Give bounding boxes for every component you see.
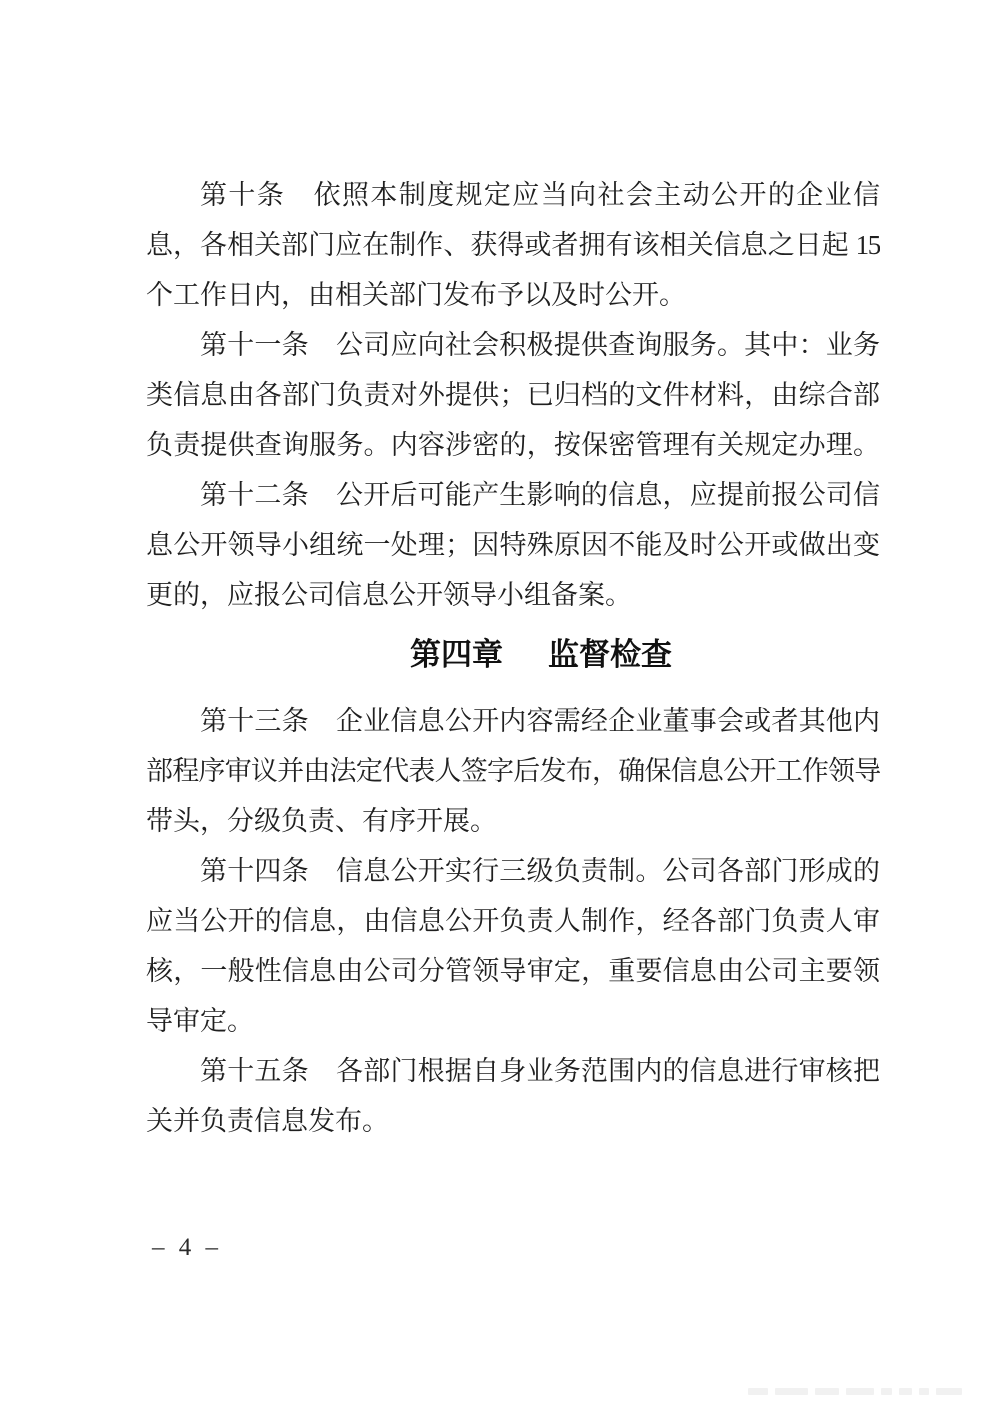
- article-11-line-2: 类信息由各部门负责对外提供；已归档的文件材料，由综合部: [146, 380, 880, 410]
- watermark-mark: [775, 1388, 808, 1395]
- chapter-number: 第四章: [410, 637, 503, 672]
- chapter-title: 监督检查: [548, 637, 672, 672]
- chapter-heading: [146, 628, 880, 682]
- watermark-mark: [936, 1388, 962, 1395]
- faint-watermark: [748, 1386, 962, 1396]
- article-10-line-2: 息，各相关部门应在制作、获得或者拥有该相关信息之日起 15: [146, 230, 880, 260]
- article-10-line-3: 个工作日内，由相关部门发布予以及时公开。: [146, 280, 686, 310]
- article-14-line-3: 核，一般性信息由公司分管领导审定，重要信息由公司主要领: [146, 956, 880, 986]
- article-12-line-1: 第十二条 公开后可能产生影响的信息，应提前报公司信: [200, 480, 880, 510]
- watermark-mark: [748, 1388, 768, 1395]
- article-14-line-4: 导审定。: [146, 1006, 254, 1036]
- article-15-line-1: 第十五条 各部门根据自身业务范围内的信息进行审核把: [200, 1056, 880, 1086]
- watermark-mark: [919, 1388, 929, 1395]
- document-body: [146, 170, 880, 1146]
- article-12-line-2: 息公开领导小组统一处理；因特殊原因不能及时公开或做出变: [146, 530, 880, 560]
- page-number: – 4 –: [152, 1234, 222, 1261]
- article-11-line-1: 第十一条 公司应向社会积极提供查询服务。其中：业务: [200, 330, 880, 360]
- article-12-line-3: 更的，应报公司信息公开领导小组备案。: [146, 580, 632, 610]
- article-13-line-3: 带头，分级负责、有序开展。: [146, 806, 497, 836]
- watermark-mark: [881, 1388, 892, 1395]
- watermark-mark: [815, 1388, 839, 1395]
- watermark-mark: [899, 1388, 912, 1395]
- watermark-mark: [846, 1388, 874, 1395]
- article-14-line-1: 第十四条 信息公开实行三级负责制。公司各部门形成的: [200, 856, 880, 886]
- article-11-line-3: 负责提供查询服务。内容涉密的，按保密管理有关规定办理。: [146, 430, 880, 460]
- article-13-line-2: 部程序审议并由法定代表人签字后发布，确保信息公开工作领导: [146, 756, 880, 786]
- article-10-line-1: 第十条 依照本制度规定应当向社会主动公开的企业信: [200, 180, 880, 210]
- article-15-line-2: 关并负责信息发布。: [146, 1106, 389, 1136]
- article-13-line-1: 第十三条 企业信息公开内容需经企业董事会或者其他内: [200, 706, 880, 736]
- article-14-line-2: 应当公开的信息，由信息公开负责人制作，经各部门负责人审: [146, 906, 880, 936]
